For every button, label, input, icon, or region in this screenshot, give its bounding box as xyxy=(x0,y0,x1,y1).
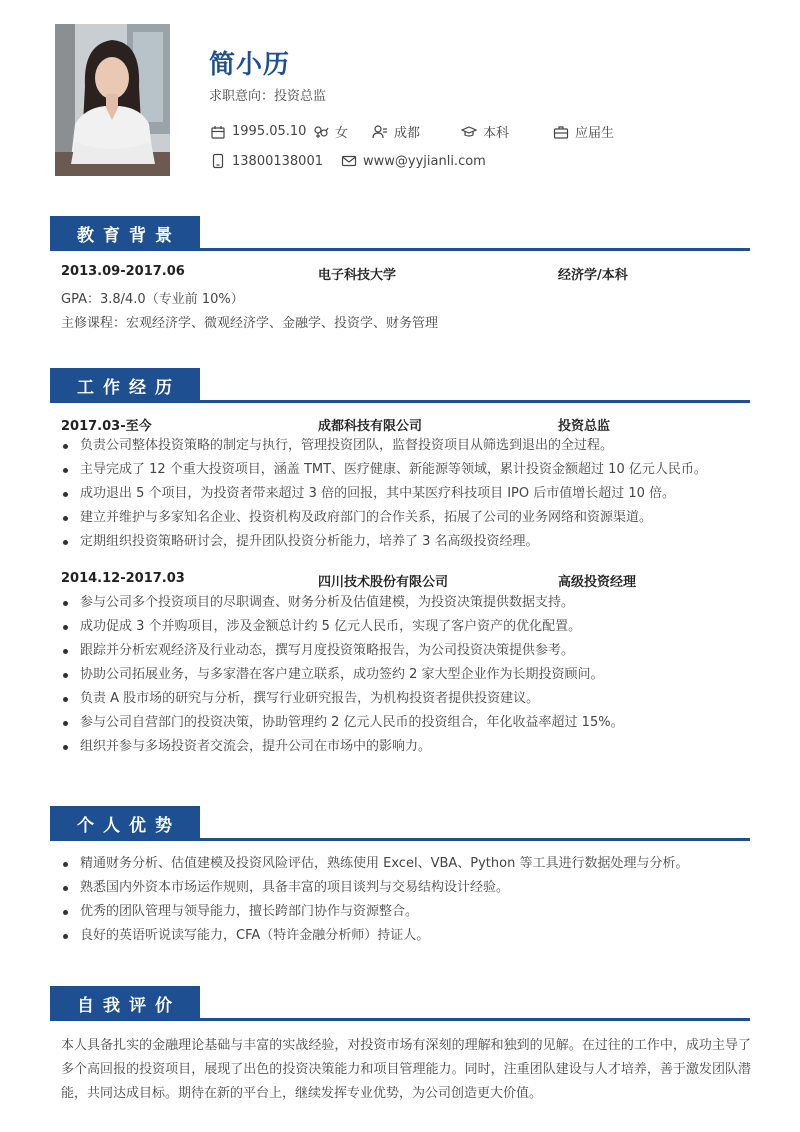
list-item: 成功退出 5 个项目，为投资者带来超过 3 倍的回报，其中某医疗科技项目 IPO 后市值增长超过 10 倍。 xyxy=(61,482,751,506)
job-company: 四川技术股份有限公司 xyxy=(318,575,449,590)
section-divider xyxy=(50,248,750,251)
user-icon xyxy=(372,124,388,140)
list-item: 组织并参与多场投资者交流会，提升公司在市场中的影响力。 xyxy=(61,735,751,759)
job-row xyxy=(61,415,610,434)
strengths-list xyxy=(61,852,751,948)
profile-photo xyxy=(55,24,170,176)
gender: 女 xyxy=(313,122,372,141)
self-evaluation-text: 本人具备扎实的金融理论基础与丰富的实战经验，对投资市场有深刻的理解和独到的见解。在过往的工作中，成功主导了多个高回报的投资项目，展现了出色的投资决策能力和项目管理能力。同时，注重团队建设与人才培养，善于激发团队潜能，共同达成目标。期待在新的平台上，继续发挥专业优势，为公司创造更大价值。 xyxy=(61,1038,751,1101)
section-title: 自我评价 xyxy=(50,986,200,1020)
list-item: 熟悉国内外资本市场运作规则，具备丰富的项目谈判与交易结构设计经验。 xyxy=(61,876,751,900)
candidate-name: 简小历 xyxy=(209,50,291,80)
education-major: 经济学/本科 xyxy=(558,268,628,283)
graduation-cap-icon xyxy=(461,124,477,140)
job-row xyxy=(61,571,636,590)
job-period: 2017.03-至今 xyxy=(61,419,152,434)
work-section-header xyxy=(50,368,750,404)
list-item: 成功促成 3 个并购项目，涉及金额总计约 5 亿元人民币，实现了客户资产的优化配置。 xyxy=(61,615,751,639)
gender-icon xyxy=(313,124,329,140)
list-item: 跟踪并分析宏观经济及行业动态，撰写月度投资策略报告，为公司投资决策提供参考。 xyxy=(61,639,751,663)
education-courses: 主修课程：宏观经济学、微观经济学、金融学、投资学、财务管理 xyxy=(61,316,439,331)
job-duties-list xyxy=(61,591,751,759)
education-row xyxy=(61,264,628,283)
education-section-header xyxy=(50,216,750,252)
list-item: 良好的英语听说读写能力，CFA（特许金融分析师）持证人。 xyxy=(61,924,751,948)
list-item: 主导完成了 12 个重大投资项目，涵盖 TMT、医疗健康、新能源等领域，累计投资金额超过 10 亿元人民币。 xyxy=(61,458,751,482)
location: 成都 xyxy=(372,122,461,141)
job-intent: 求职意向：投资总监 xyxy=(209,89,327,104)
job-duties-list xyxy=(61,434,751,554)
birth-date: 1995.05.10 xyxy=(210,124,313,140)
section-divider xyxy=(50,838,750,841)
list-item: 定期组织投资策略研讨会，提升团队投资分析能力，培养了 3 名高级投资经理。 xyxy=(61,530,751,554)
section-title: 教育背景 xyxy=(50,216,200,250)
section-divider xyxy=(50,400,750,403)
section-title: 工作经历 xyxy=(50,368,200,402)
section-title: 个人优势 xyxy=(50,806,200,840)
job-period: 2014.12-2017.03 xyxy=(61,571,185,586)
job-company: 成都科技有限公司 xyxy=(318,419,423,434)
education-period: 2013.09-2017.06 xyxy=(61,264,185,279)
basic-info-row-2 xyxy=(210,153,486,169)
mail-icon xyxy=(341,153,357,169)
section-divider xyxy=(50,1018,750,1021)
education-gpa: GPA：3.8/4.0（专业前 10%） xyxy=(61,292,244,307)
degree: 本科 xyxy=(461,122,553,141)
list-item: 协助公司拓展业务，与多家潜在客户建立联系，成功签约 2 家大型企业作为长期投资顾问。 xyxy=(61,663,751,687)
list-item: 参与公司多个投资项目的尽职调查、财务分析及估值建模，为投资决策提供数据支持。 xyxy=(61,591,751,615)
job-position: 投资总监 xyxy=(558,419,611,434)
email: www@yyjianli.com xyxy=(341,153,486,169)
list-item: 参与公司自营部门的投资决策，协助管理约 2 亿元人民币的投资组合，年化收益率超过 15%。 xyxy=(61,711,751,735)
strengths-section-header xyxy=(50,806,750,842)
phone: 13800138001 xyxy=(210,153,341,169)
briefcase-icon xyxy=(553,124,569,140)
list-item: 精通财务分析、估值建模及投资风险评估，熟练使用 Excel、VBA、Python 等工具进行数据处理与分析。 xyxy=(61,852,751,876)
list-item: 负责公司整体投资策略的制定与执行，管理投资团队，监督投资项目从筛选到退出的全过程。 xyxy=(61,434,751,458)
list-item: 优秀的团队管理与领导能力，擅长跨部门协作与资源整合。 xyxy=(61,900,751,924)
job-position: 高级投资经理 xyxy=(558,575,637,590)
education-school: 电子科技大学 xyxy=(318,268,397,283)
list-item: 负责 A 股市场的研究与分析，撰写行业研究报告，为机构投资者提供投资建议。 xyxy=(61,687,751,711)
phone-icon xyxy=(210,153,226,169)
evaluation-section-header xyxy=(50,986,750,1022)
calendar-icon xyxy=(210,124,226,140)
list-item: 建立并维护与多家知名企业、投资机构及政府部门的合作关系，拓展了公司的业务网络和资源渠道。 xyxy=(61,506,751,530)
basic-info-row-1 xyxy=(210,122,614,141)
status: 应届生 xyxy=(553,122,614,141)
